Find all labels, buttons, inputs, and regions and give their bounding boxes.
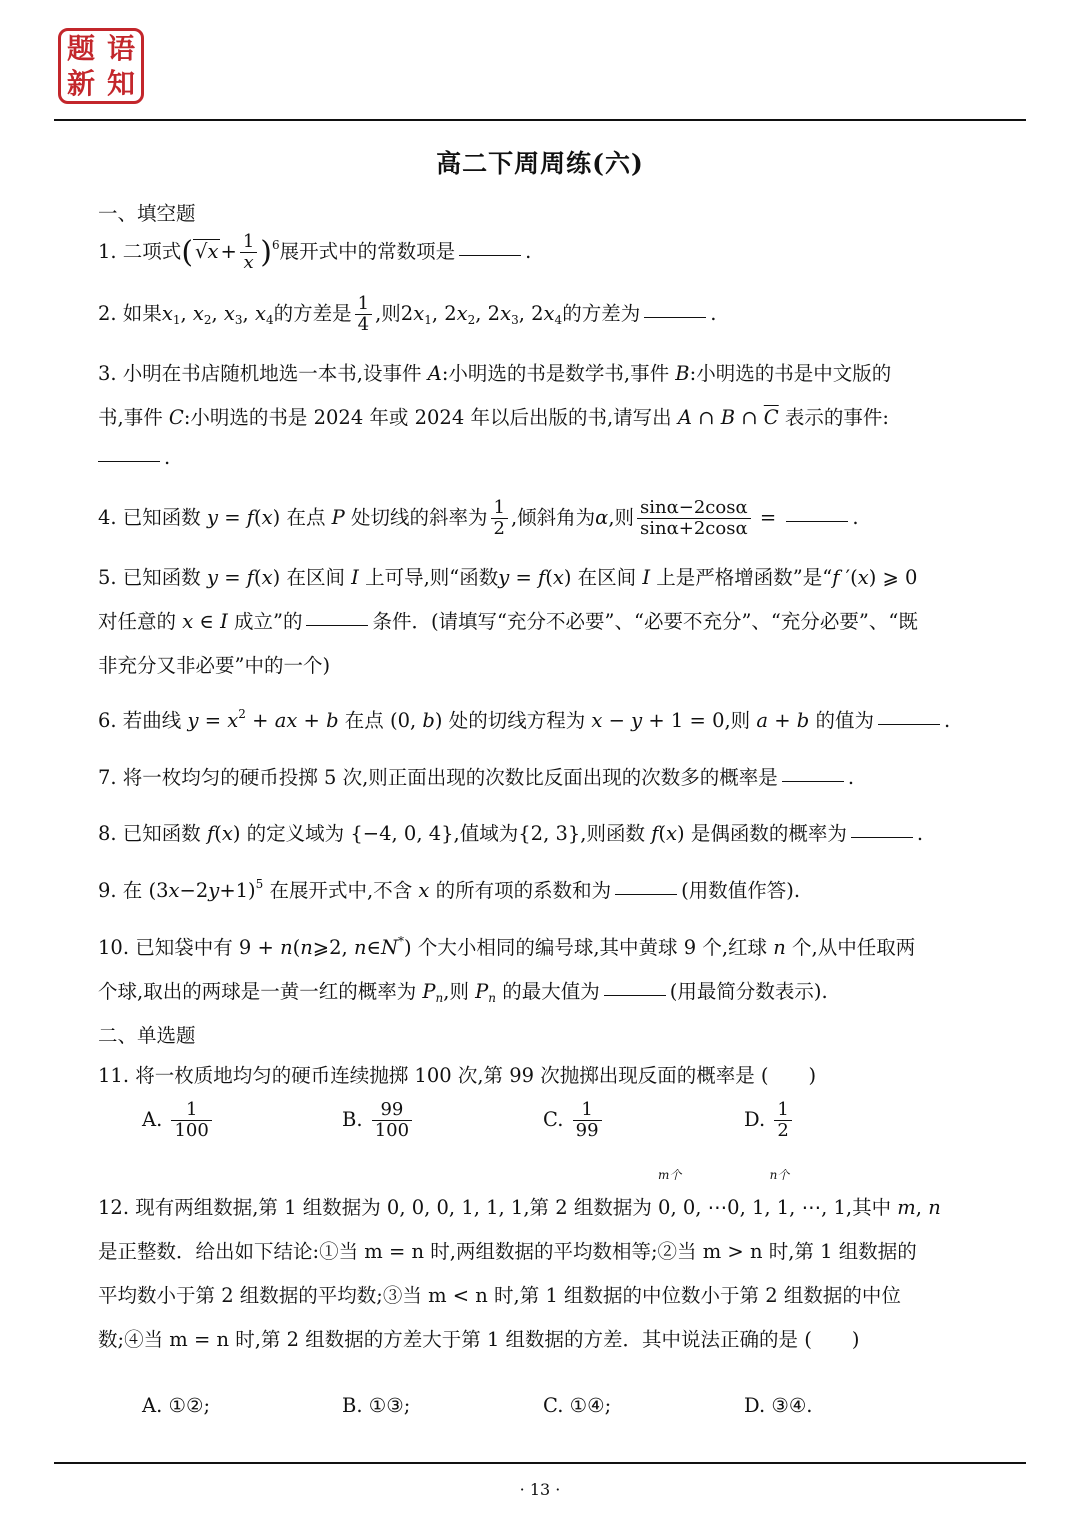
question-10: 10. 已知袋中有 9 + n(n⩾2, n∈N*) 个大小相同的编号球,其中黄球 9 个,红球 n 个,从中任取两 <box>98 934 916 959</box>
answer-blank[interactable] <box>459 254 521 256</box>
page-title: 高二下周周练(六) <box>436 149 644 178</box>
answer-blank[interactable] <box>878 723 940 725</box>
logo-seal <box>58 28 144 104</box>
answer-blank[interactable] <box>615 893 677 895</box>
question-3-line-3: . <box>98 446 170 469</box>
seal-char: 新 <box>66 66 95 100</box>
option-c[interactable]: C. ①④; <box>543 1394 612 1417</box>
question-8: 8. 已知函数 f(x) 的定义域为 {−4, 0, 4},值域为{2, 3},则函数 f(x) 是偶函数的概率为 . <box>98 822 924 845</box>
answer-blank[interactable] <box>782 780 844 782</box>
question-11: 11. 将一枚质地均匀的硬币连续抛掷 100 次,第 99 次抛掷出现反面的概率是 ( ) <box>98 1064 817 1087</box>
question-12-line-3: 平均数小于第 2 组数据的平均数;③当 m < n 时,第 1 组数据的中位数小于第 2 组数据的中位 <box>98 1284 901 1307</box>
question-3: 3. 小明在书店随机地选一本书,设事件 A:小明选的书是数学书,事件 B:小明选的书是中文版的 <box>98 362 892 385</box>
question-5: 5. 已知函数 y = f(x) 在区间 I 上可导,则“函数y = f(x) 在区间 I 上是严格增函数”是“f ′(x) ⩾ 0 <box>98 566 918 589</box>
question-5-line-2: 对任意的 x ∈ I 成立”的 条件．(请填写“充分不必要”、“必要不充分”、“充分必要”、“既 <box>98 610 918 633</box>
option-d[interactable]: D. ③④. <box>744 1394 813 1417</box>
question-5-line-3: 非充分又非必要”中的一个) <box>98 654 331 677</box>
answer-blank[interactable] <box>98 460 160 462</box>
answer-blank[interactable] <box>644 316 706 318</box>
seal-char: 题 <box>66 31 95 65</box>
question-7: 7. 将一枚均匀的硬币投掷 5 次,则正面出现的次数比反面出现的次数多的概率是 . <box>98 766 855 789</box>
option-c[interactable]: C. $\frac{1}{99}$ <box>543 1100 605 1141</box>
question-4: 4. 已知函数 y = f(x) 在点 P 处切线的斜率为 $\frac{1}{2}$ ,倾斜角为α,则 $\frac{\sin\alpha-2\cos\alpha}{\sin\alpha+2\cos\alpha}$ = . <box>98 497 859 539</box>
section-heading-single: 二、单选题 <box>98 1024 196 1047</box>
seal-char: 知 <box>106 66 135 100</box>
answer-blank[interactable] <box>604 994 666 996</box>
question-3-line-2: 书,事件 C:小明选的书是 2024 年或 2024 年以后出版的书,请写出 A ∩ B ∩ $\overline{C}$ 表示的事件: <box>98 406 889 429</box>
question-12: 12. 现有两组数据,第 1 组数据为 0, 0, 0, 1, 1, 1,第 2 组数据为 m个 0, 0, ⋯0 n个 , 1, 1, ⋯, 1,其中 m, n <box>98 1168 941 1219</box>
option-d[interactable]: D. $\frac{1}{2}$ <box>744 1100 795 1141</box>
question-6: 6. 若曲线 $y = x^2$ + ax + b 在点 (0, b) 处的切线方程为 x − y + 1 = 0,则 a + b 的值为 . <box>98 707 951 732</box>
seal-char: 语 <box>106 31 135 65</box>
page-number: · 13 · <box>519 1480 561 1499</box>
question-9: 9. 在 $(3x-2y+1)^5$ 在展开式中,不含 x 的所有项的系数和为 (用数值作答). <box>98 877 801 902</box>
answer-blank[interactable] <box>786 520 848 522</box>
answer-blank[interactable] <box>306 624 368 626</box>
question-12-line-2: 是正整数．给出如下结论:①当 m = n 时,两组数据的平均数相等;②当 m > n 时,第 1 组数据的 <box>98 1240 917 1263</box>
question-12-line-4: 数;④当 m = n 时,第 2 组数据的方差大于第 1 组数据的方差．其中说法正确的是 ( ) <box>98 1328 860 1351</box>
option-a[interactable]: A. ①②; <box>142 1394 211 1417</box>
footer-divider <box>54 1462 1026 1464</box>
option-b[interactable]: B. $\frac{99}{100}$ <box>342 1100 415 1141</box>
question-1: 1. 二项式( √x + $\frac{1}{x}$ )$^6$展开式中的常数项是 . <box>98 231 532 273</box>
question-2: 2. 如果$x_1$, $x_2$, $x_3$, $x_4$的方差是 $\frac{1}{4}$ ,则$2x_1$, $2x_2$, $2x_3$, $2x_4$的方差为 . <box>98 293 717 335</box>
question-10-line-2: 个球,取出的两球是一黄一红的概率为 $P_n$,则 $P_n$ 的最大值为 (用最简分数表示). <box>98 980 828 1005</box>
section-heading-fill: 一、填空题 <box>98 202 196 225</box>
answer-blank[interactable] <box>851 836 913 838</box>
option-b[interactable]: B. ①③; <box>342 1394 411 1417</box>
header-divider <box>54 119 1026 121</box>
option-a[interactable]: A. $\frac{1}{100}$ <box>142 1100 215 1141</box>
